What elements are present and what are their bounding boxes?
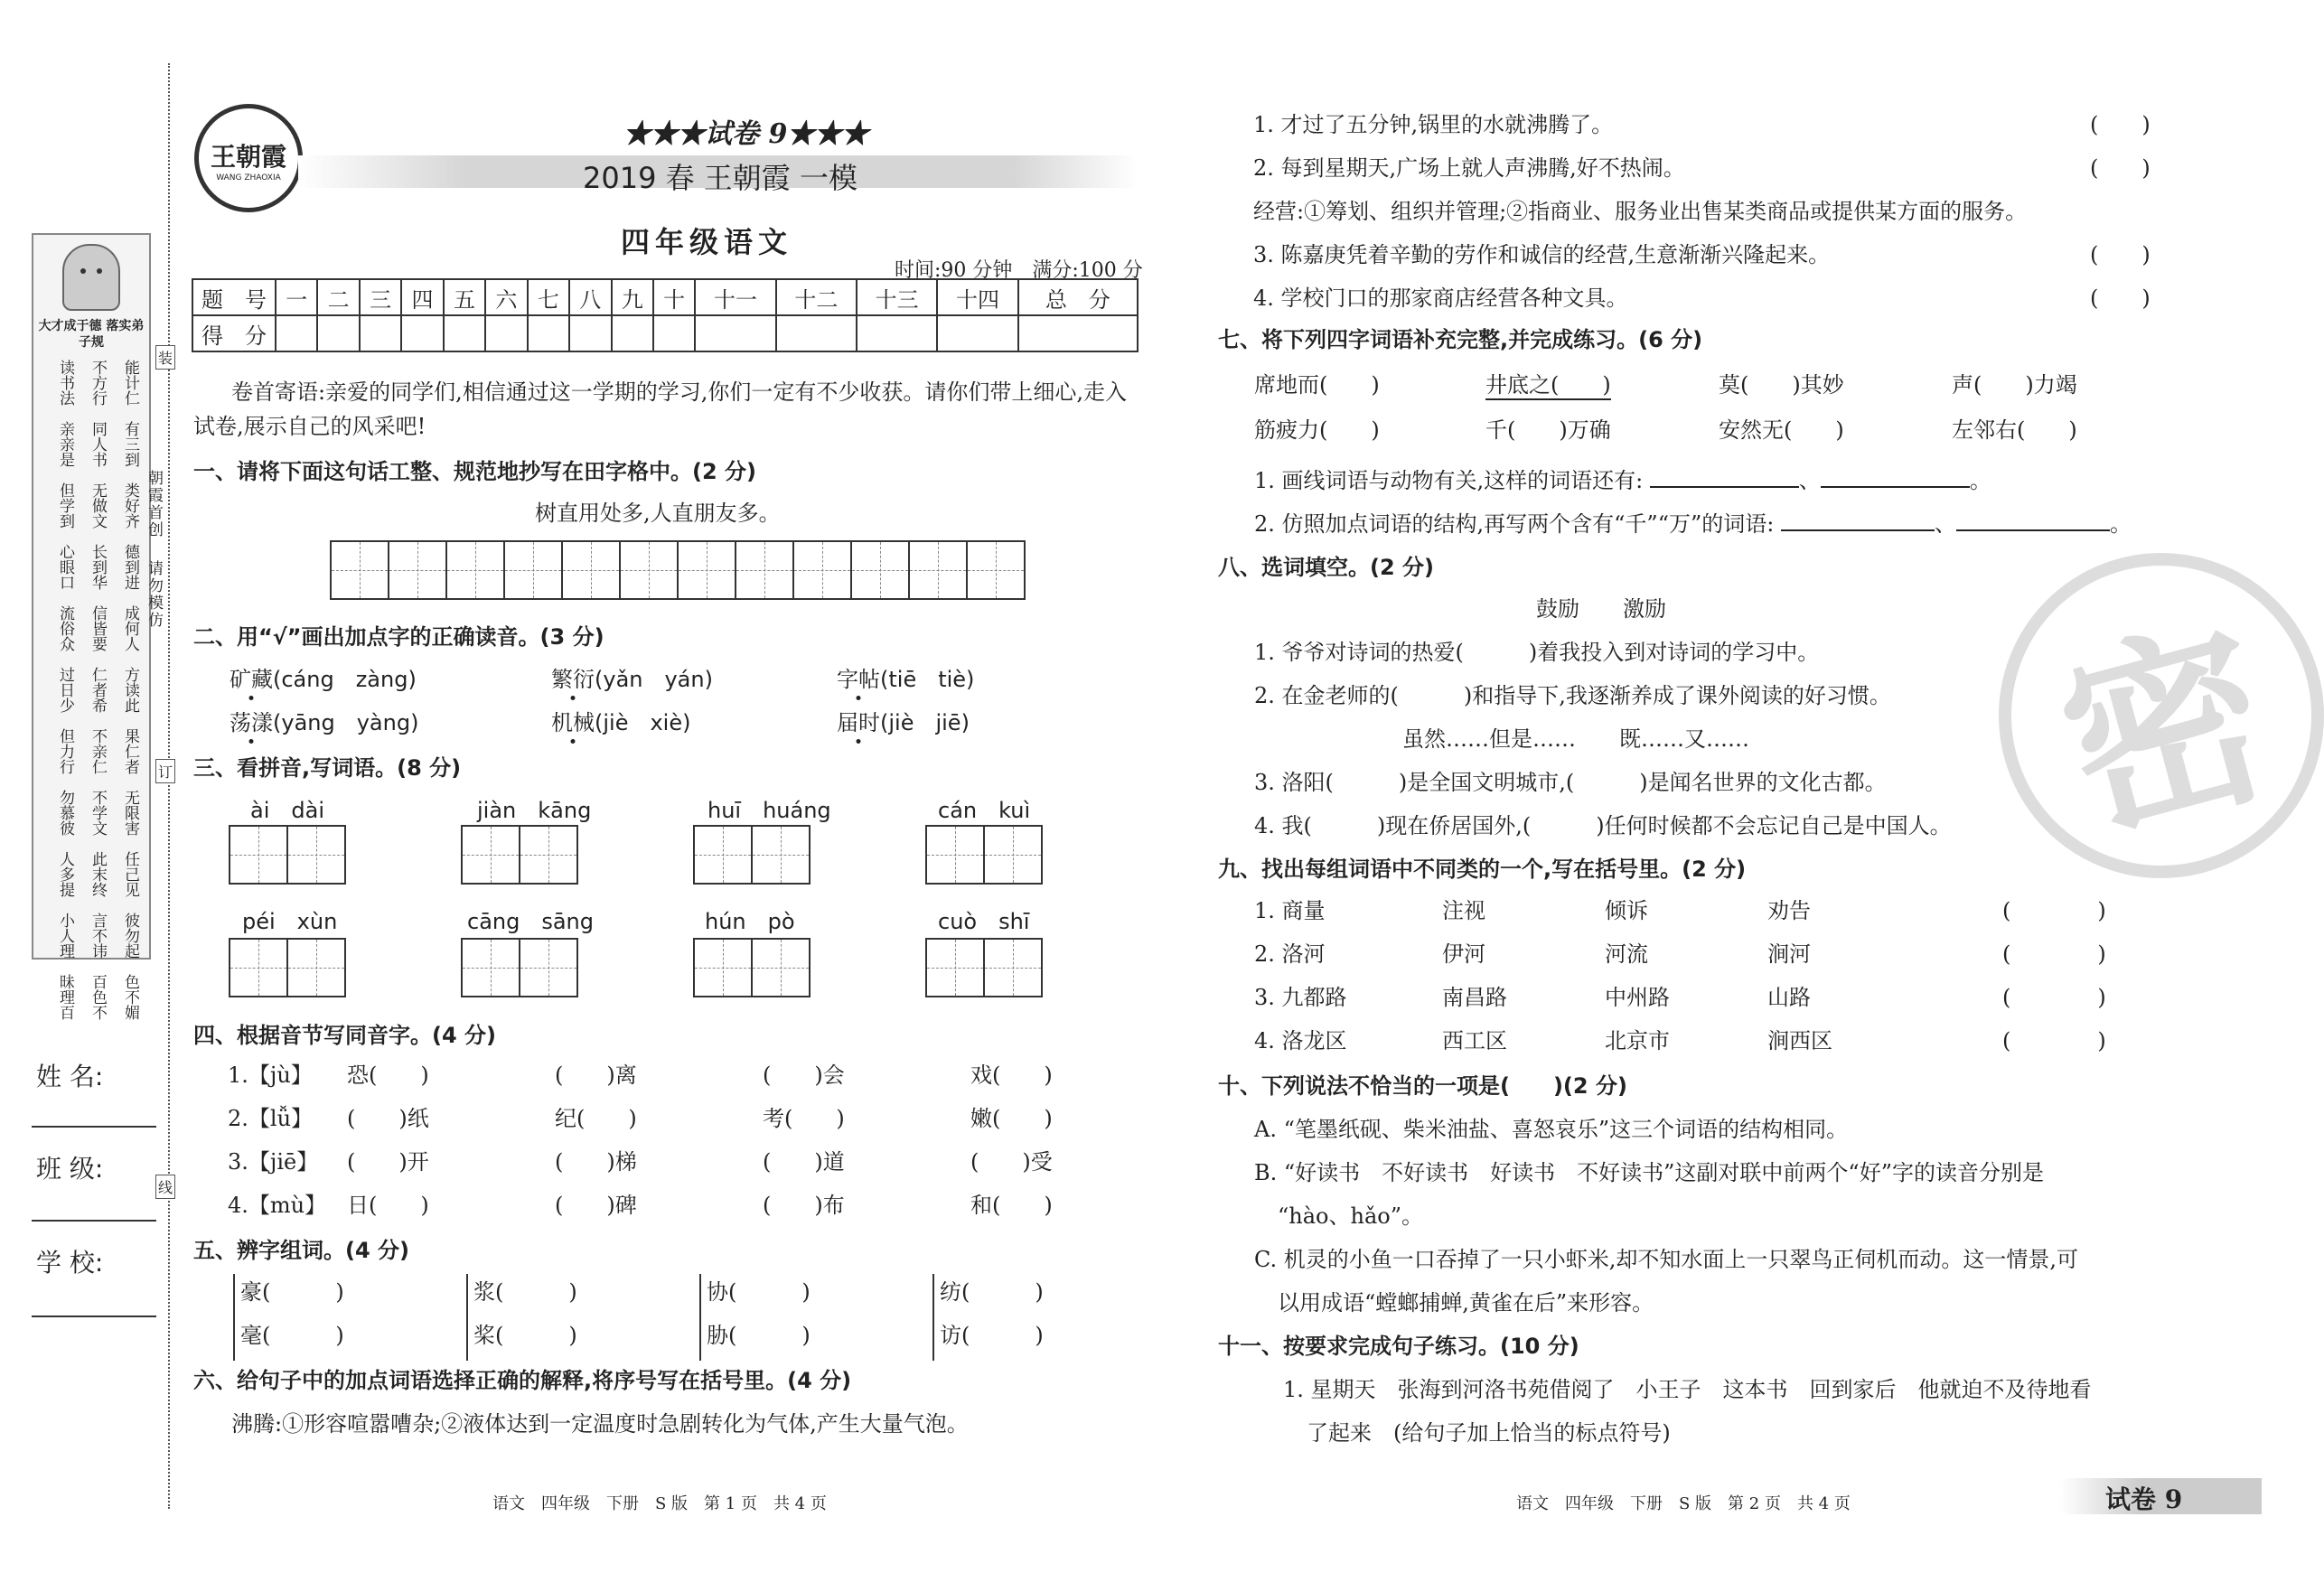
q1-tianzige[interactable]	[330, 540, 1026, 600]
score-cell[interactable]	[653, 315, 695, 351]
q2-word: 荡漾	[230, 710, 273, 735]
tianzige-cell[interactable]	[332, 542, 389, 598]
q3-pinyin-2: jiàn kāng	[477, 798, 592, 823]
motto-line: 能计仁	[121, 360, 139, 406]
score-table	[192, 278, 1139, 352]
score-col-header: 八	[569, 279, 611, 315]
q3-pinyin-6: cāng sāng	[467, 909, 595, 934]
score-cell[interactable]	[569, 315, 611, 351]
footer-right: 语文 四年级 下册 S 版 第 2 页 共 4 页	[1516, 1494, 1851, 1513]
q2-word: 字帖	[837, 667, 880, 692]
q7-ex1-blank-2[interactable]	[1821, 486, 1970, 488]
score-col-header: 四	[401, 279, 443, 315]
tianzige-cell[interactable]	[794, 542, 852, 598]
q2-item-1[interactable]: 矿藏(cáng zàng)	[230, 667, 417, 692]
motto-line: 不亲仁	[89, 728, 107, 774]
q4-title: 四、根据音节写同音字。(4 分)	[193, 1023, 496, 1048]
q10-option-c[interactable]: C. 机灵的小鱼一口吞掉了一只小虾米,却不知水面上一只翠鸟正伺机而动。这一情景,可	[1254, 1247, 2079, 1272]
score-col-header: 十四	[937, 279, 1017, 315]
score-row-scores: 得 分	[192, 315, 1138, 351]
tianzige-cell[interactable]	[447, 542, 505, 598]
motto-line: 德到进	[121, 544, 139, 590]
score-cell[interactable]	[695, 315, 775, 351]
q9-row: 2. 洛河 伊河 河流 涧河 ( )	[1254, 936, 2106, 979]
subject-title: 四年级语文	[621, 225, 793, 259]
q7-idiom-8[interactable]: 左邻右( )	[1952, 417, 2077, 443]
motto-line: 成何人	[121, 605, 139, 651]
q4-cell[interactable]: ( )受	[970, 1149, 1053, 1175]
tianzige-cell[interactable]	[505, 542, 563, 598]
motto-line: 百色不	[89, 974, 107, 1020]
series-title: 2019 春 王朝霞 一模	[583, 161, 857, 195]
motto-line: 无做文	[89, 482, 107, 529]
q5-word[interactable]: 访( )	[940, 1323, 1044, 1348]
tianzige-cell[interactable]	[563, 542, 621, 598]
motto-line: 亲亲是	[56, 421, 74, 467]
motto-line: 类好齐	[121, 482, 139, 529]
q7-exercise-1: 1. 画线词语与动物有关,这样的词语还有: 、 。	[1254, 468, 1991, 493]
school-field[interactable]	[32, 1316, 156, 1317]
vertical-label-1: 朝霞首创	[145, 470, 163, 538]
score-col-header: 十三	[857, 279, 937, 315]
q7-idiom-3[interactable]: 莫( )其妙	[1719, 372, 1844, 398]
q10-option-c-cont: 以用成语“螳螂捕蝉,黄雀在后”来形容。	[1278, 1290, 1654, 1316]
q3-grid-1[interactable]	[229, 825, 346, 885]
motto-line: 不学文	[89, 790, 107, 836]
q9-answer[interactable]: ( )	[2002, 898, 2106, 923]
q9-row: 4. 洛龙区 西工区 北京市 涧西区 ( )	[1254, 1023, 2106, 1066]
q3-title: 三、看拼音,写词语。(8 分)	[193, 755, 462, 781]
q8-sentence-4[interactable]: 4. 我( )现在侨居国外,( )任何时候都不会忘记自己是中国人。	[1254, 813, 1952, 838]
q5-pair	[932, 1274, 1166, 1361]
motto-line: 流俗众	[56, 605, 74, 651]
q4-rows	[228, 1057, 1079, 1231]
q7-idiom-5[interactable]: 筋疲力( )	[1254, 417, 1380, 443]
q7-idiom-2[interactable]: 井底之( )	[1485, 367, 1611, 400]
q10-option-b-cont: “hào、hǎo”。	[1278, 1203, 1423, 1229]
q10-option-a[interactable]: A. “笔墨纸砚、柴米油盐、喜怒哀乐”这三个词语的结构相同。	[1254, 1117, 1849, 1142]
q8-title: 八、选词填空。(2 分)	[1218, 555, 1434, 580]
q5-word[interactable]: 胁( )	[707, 1323, 811, 1348]
score-cell[interactable]	[776, 315, 857, 351]
motto-line: 小人理	[56, 913, 74, 959]
q2-word: 届时	[837, 710, 880, 735]
q4-cell[interactable]: 嫩( )	[970, 1106, 1053, 1131]
motto-line: 信皆要	[89, 605, 107, 651]
q6-def1: 沸腾:①形容喧嚣嘈杂;②液体达到一定温度时急剧转化为气体,产生大量气泡。	[231, 1411, 969, 1437]
q5-pair	[466, 1274, 699, 1361]
motto-line: 但力行	[56, 728, 74, 774]
score-cell[interactable]	[612, 315, 653, 351]
motto-line: 心眼口	[56, 544, 74, 590]
q5-word[interactable]: 纺( )	[940, 1279, 1044, 1305]
q7-title: 七、将下列四字词语补充完整,并完成练习。(6 分)	[1218, 327, 1703, 352]
score-cell[interactable]	[857, 315, 937, 351]
tianzige-cell[interactable]	[621, 542, 679, 598]
q7-ex2-blank-1[interactable]	[1781, 529, 1935, 531]
q2-word: 矿藏	[230, 667, 273, 692]
score-col-header: 十一	[695, 279, 775, 315]
q7-ex1-blank-1[interactable]	[1650, 486, 1799, 488]
q4-cell[interactable]: 戏( )	[970, 1063, 1053, 1088]
q3-pinyin-8: cuò shī	[938, 909, 1030, 934]
motto-line: 昧理百	[56, 974, 74, 1020]
q9-row: 1. 商量 注视 倾诉 劝告 ( )	[1254, 893, 2106, 936]
q4-cell[interactable]: ( )梯	[555, 1149, 637, 1175]
q3-grid-8[interactable]	[925, 938, 1043, 997]
q4-cell[interactable]: ( )道	[763, 1149, 845, 1175]
motto-grid	[33, 360, 149, 1035]
q6-sentence-4: 4. 学校门口的那家商店经营各种文具。	[1253, 286, 1628, 311]
score-col-header: 十	[653, 279, 695, 315]
q3-pinyin-1: ài dài	[250, 798, 324, 823]
q6-sentence-3: 3. 陈嘉庚凭着辛勤的劳作和诚信的经营,生意渐渐兴隆起来。	[1253, 242, 1831, 267]
tianzige-cell[interactable]	[389, 542, 447, 598]
score-col-header: 七	[528, 279, 569, 315]
score-row-numbers: 题 号 一 二 三 四 五 六 七 八 九 十 十一 十二 十三 十四 总 分	[192, 279, 1138, 315]
q4-cell[interactable]: ( )纸	[347, 1106, 429, 1131]
motto-line: 过日少	[56, 667, 74, 713]
q4-cell[interactable]: ( )会	[763, 1063, 845, 1088]
motto-line: 人多提	[56, 851, 74, 897]
cartoon-icon	[62, 244, 120, 311]
motto-panel	[32, 233, 151, 1020]
q4-cell[interactable]: 恐( )	[347, 1063, 429, 1088]
q9-title: 九、找出每组词语中不同类的一个,写在括号里。(2 分)	[1218, 857, 1747, 882]
q5-word[interactable]: 豪( )	[240, 1279, 344, 1305]
q3-pinyin-7: hún pò	[705, 909, 795, 934]
motto-line: 彼勿起	[121, 913, 139, 959]
score-cell[interactable]	[276, 315, 317, 351]
motto-line: 此末终	[89, 851, 107, 897]
q3-grid-4[interactable]	[925, 825, 1043, 885]
q7-idiom-6[interactable]: 千( )万确	[1485, 417, 1611, 443]
q6-paren-3[interactable]: ( )	[2090, 242, 2151, 267]
q2-item-3[interactable]: 字帖(tiē tiè)	[837, 667, 975, 692]
q4-row: 1.【jù】 恐( ) ( )离 ( )会 戏( )	[228, 1057, 1079, 1100]
score-col-header: 总 分	[1018, 279, 1138, 315]
school-label: 学 校:	[36, 1248, 104, 1278]
q3-grid-3[interactable]	[693, 825, 811, 885]
q6-title: 六、给句子中的加点词语选择正确的解释,将序号写在括号里。(4 分)	[193, 1368, 852, 1393]
name-label: 姓 名:	[36, 1062, 104, 1091]
score-col-header: 五	[444, 279, 485, 315]
q5-pair	[233, 1274, 466, 1361]
q4-row: 2.【lǚ】 ( )纸 纪( ) 考( ) 嫩( )	[228, 1100, 1079, 1144]
q7-idiom-4[interactable]: 声( )力竭	[1952, 372, 2077, 398]
q6-sentence-1: 1. 才过了五分钟,锅里的水就沸腾了。	[1253, 112, 1614, 137]
score-cell[interactable]	[528, 315, 569, 351]
q3-pinyin-3: huī huáng	[708, 798, 831, 823]
q5-pairs	[233, 1274, 1166, 1361]
q10-title: 十、下列说法不恰当的一项是( )(2 分)	[1218, 1073, 1627, 1099]
class-label: 班 级:	[36, 1154, 104, 1184]
name-field[interactable]	[32, 1126, 156, 1128]
score-cell[interactable]	[401, 315, 443, 351]
q1-sentence: 树直用处多,人直朋友多。	[535, 501, 781, 526]
score-col-header: 十二	[776, 279, 857, 315]
q11-title: 十一、按要求完成句子练习。(10 分)	[1218, 1334, 1579, 1359]
q6-def2: 经营:①筹划、组织并管理;②指商业、服务业出售某类商品或提供某方面的服务。	[1253, 199, 2028, 224]
q5-pair	[699, 1274, 932, 1361]
q9-answer[interactable]: ( )	[2002, 985, 2106, 1010]
side-mark-1: 装	[155, 345, 175, 370]
score-cell[interactable]	[937, 315, 1017, 351]
motto-top: 大才成于德 落实弟子规	[38, 319, 145, 350]
q1-title: 一、请将下面这句话工整、规范地抄写在田字格中。(2 分)	[193, 459, 756, 484]
q8-sentence-1[interactable]: 1. 爷爷对诗词的热爱( )着我投入到对诗词的学习中。	[1254, 640, 1820, 665]
motto-line: 任己见	[121, 851, 139, 897]
q6-sentence-2: 2. 每到星期天,广场上就人声沸腾,好不热闹。	[1253, 155, 1685, 181]
q9-row: 3. 九都路 南昌路 中州路 山路 ( )	[1254, 979, 2106, 1023]
q7-ex2-blank-2[interactable]	[1956, 529, 2110, 531]
q4-row: 4.【mù】 日( ) ( )碑 ( )布 和( )	[228, 1187, 1079, 1231]
q2-item-6[interactable]: 届时(jiè jiē)	[837, 710, 970, 735]
q3-grid-7[interactable]	[693, 938, 811, 997]
tianzige-cell[interactable]	[852, 542, 910, 598]
q8-word-choices-2: 虽然……但是…… 既……又……	[1402, 726, 1749, 752]
side-mark-2: 订	[155, 759, 175, 783]
q3-grid-6[interactable]	[461, 938, 578, 997]
q8-sentence-3[interactable]: 3. 洛阳( )是全国文明城市,( )是闻名世界的文化古都。	[1254, 770, 1887, 795]
motto-line: 长到华	[89, 544, 107, 590]
motto-line: 方读此	[121, 667, 139, 713]
tianzige-cell[interactable]	[736, 542, 794, 598]
q3-grid-2[interactable]	[461, 825, 578, 885]
score-cell[interactable]	[360, 315, 401, 351]
motto-line: 仁者希	[89, 667, 107, 713]
q6-paren-1[interactable]: ( )	[2090, 112, 2151, 137]
score-cell[interactable]	[1018, 315, 1138, 351]
tianzige-cell[interactable]	[679, 542, 736, 598]
class-field[interactable]	[32, 1220, 156, 1222]
tianzige-cell[interactable]	[968, 542, 1024, 598]
q2-word: 繁衍	[551, 667, 595, 692]
score-col-header: 六	[485, 279, 527, 315]
q4-cell[interactable]: ( )离	[555, 1063, 637, 1088]
side-mark-3: 线	[155, 1175, 175, 1199]
q4-cell[interactable]: 和( )	[970, 1193, 1053, 1218]
q4-cell[interactable]: 日( )	[347, 1193, 429, 1218]
q2-title: 二、用“√”画出加点字的正确读音。(3 分)	[193, 624, 604, 650]
motto-line: 果仁者	[121, 728, 139, 774]
q5-word[interactable]: 桨( )	[473, 1323, 577, 1348]
q8-word-choices-1: 鼓励 激励	[1536, 596, 1666, 622]
q4-cell[interactable]: ( )开	[347, 1149, 429, 1175]
watermark-seal: 密	[1999, 553, 2324, 878]
motto-line: 不方行	[89, 360, 107, 406]
q5-word[interactable]: 协( )	[707, 1279, 811, 1305]
q9-answer[interactable]: ( )	[2002, 1028, 2106, 1053]
q10-option-b[interactable]: B. “好读书 不好读书 好读书 不好读书”这副对联中前两个“好”字的读音分别是	[1254, 1160, 2044, 1185]
paper-number: ★★★试卷 9★★★	[623, 118, 869, 150]
q7-idiom-1[interactable]: 席地而( )	[1254, 372, 1380, 398]
q4-cell[interactable]: ( )碑	[555, 1193, 637, 1218]
score-col-header: 一	[276, 279, 317, 315]
q3-pinyin-5: péi xùn	[242, 909, 338, 934]
q5-title: 五、辨字组词。(4 分)	[193, 1238, 409, 1263]
q8-sentence-2[interactable]: 2. 在金老师的( )和指导下,我逐渐养成了课外阅读的好习惯。	[1254, 683, 1891, 708]
q2-word: 机械	[551, 710, 595, 735]
q5-word[interactable]: 浆( )	[473, 1279, 577, 1305]
footer-badge: 试卷 9	[2105, 1484, 2183, 1514]
footer-left: 语文 四年级 下册 S 版 第 1 页 共 4 页	[492, 1494, 827, 1513]
q3-grid-5[interactable]	[229, 938, 346, 997]
q2-item-5[interactable]: 机械(jiè xiè)	[551, 710, 691, 735]
q6-paren-2[interactable]: ( )	[2090, 155, 2151, 181]
binding-dotted-line	[168, 63, 170, 1509]
q9-rows	[1254, 893, 2106, 1066]
q4-cell[interactable]: 纪( )	[555, 1106, 637, 1131]
motto-line: 但学到	[56, 482, 74, 529]
motto-line: 无限害	[121, 790, 139, 836]
q5-word[interactable]: 毫( )	[240, 1323, 344, 1348]
q4-cell[interactable]: ( )布	[763, 1193, 845, 1218]
q4-cell[interactable]: 考( )	[763, 1106, 845, 1131]
q2-item-4[interactable]: 荡漾(yāng yàng)	[230, 710, 419, 735]
motto-line: 读书法	[56, 360, 74, 406]
motto-line: 有三到	[121, 421, 139, 467]
tianzige-cell[interactable]	[910, 542, 968, 598]
time-info: 时间:90 分钟 满分:100 分	[895, 259, 1143, 282]
vertical-label-2: 请勿模仿	[145, 560, 163, 629]
score-col-header: 二	[317, 279, 359, 315]
intro-text: 卷首寄语:亲爱的同学们,相信通过这一学期的学习,你们一定有不少收获。请你们带上细心,走入试卷,展示自己的风采吧!	[193, 379, 1127, 439]
q3-pinyin-4: cán kuì	[938, 798, 1031, 823]
score-col-header: 九	[612, 279, 653, 315]
q7-idiom-7[interactable]: 安然无( )	[1719, 417, 1844, 443]
q11-sentence-1-cont: 了起来 (给句子加上恰当的标点符号)	[1307, 1420, 1671, 1446]
q7-exercise-2: 2. 仿照加点词语的结构,再写两个含有“千”“万”的词语: 、 。	[1254, 511, 2132, 537]
q11-sentence-1: 1. 星期天 张海到河洛书苑借阅了 小王子 这本书 回到家后 他就迫不及待地看	[1283, 1377, 2092, 1402]
motto-line: 言不讳	[89, 913, 107, 959]
score-cell[interactable]	[485, 315, 527, 351]
score-cell[interactable]	[317, 315, 359, 351]
motto-line: 勿慕彼	[56, 790, 74, 836]
score-cell[interactable]	[444, 315, 485, 351]
motto-line: 同人书	[89, 421, 107, 467]
logo: 王朝霞 WANG ZHAOXIA	[194, 104, 303, 212]
q9-answer[interactable]: ( )	[2002, 941, 2106, 967]
score-col-header: 三	[360, 279, 401, 315]
q6-paren-4[interactable]: ( )	[2090, 286, 2151, 311]
q4-row: 3.【jiē】 ( )开 ( )梯 ( )道 ( )受	[228, 1144, 1079, 1187]
motto-line: 色不媚	[121, 974, 139, 1020]
q2-item-2[interactable]: 繁衍(yǎn yán)	[551, 667, 713, 692]
